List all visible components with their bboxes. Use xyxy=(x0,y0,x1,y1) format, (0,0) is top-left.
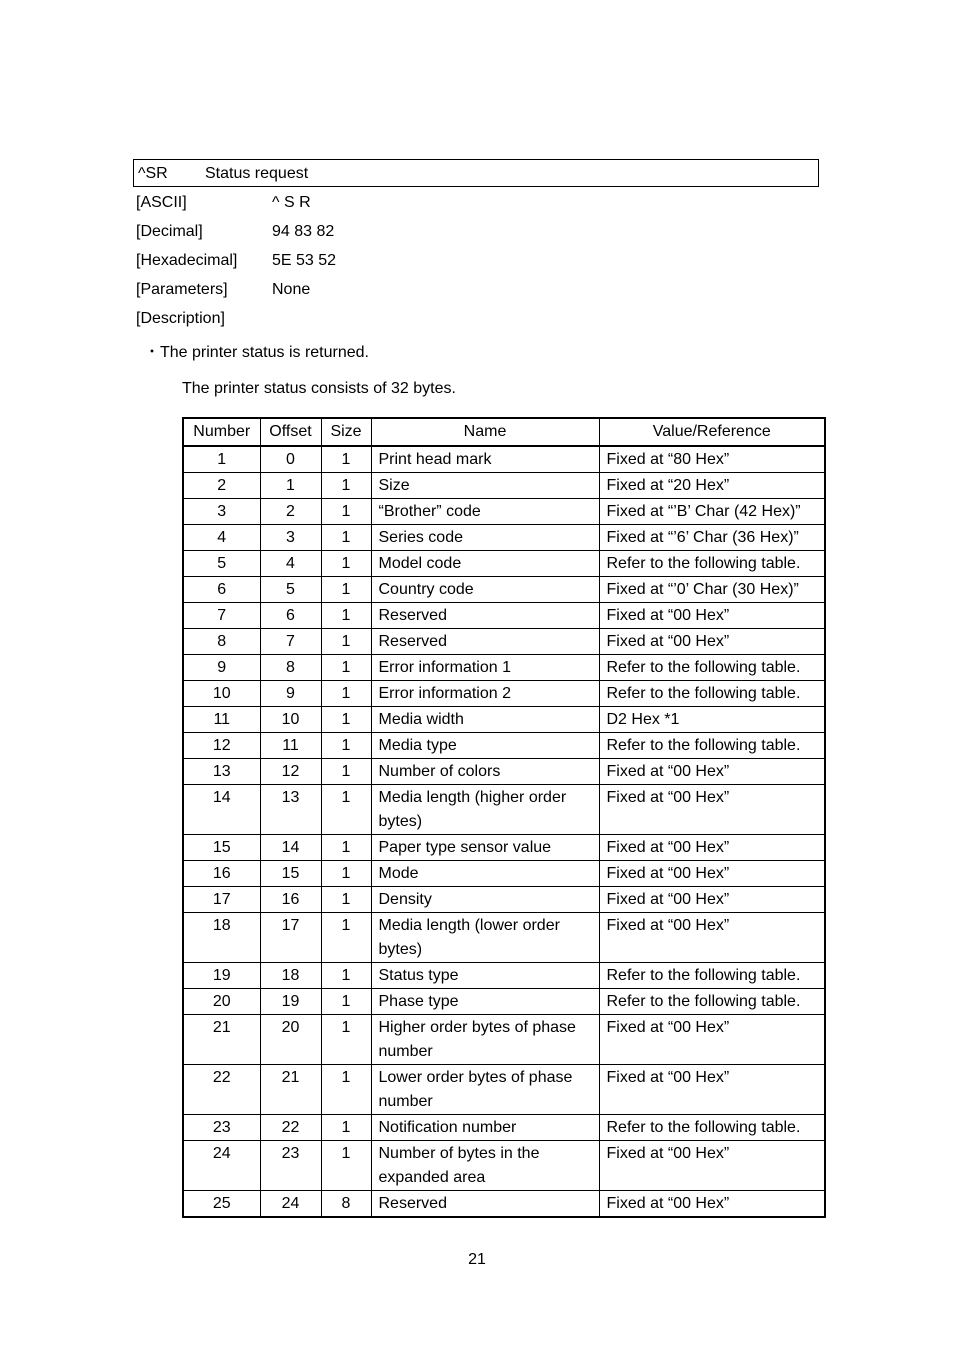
info-label: [Description] xyxy=(136,310,225,327)
column-header-offset: Offset xyxy=(260,418,321,446)
cell-value: Refer to the following table. xyxy=(599,681,825,707)
table-row xyxy=(183,835,825,861)
cell-name: Number of bytes in the expanded area xyxy=(371,1141,599,1191)
cell-offset: 16 xyxy=(260,887,321,913)
cell-offset: 4 xyxy=(260,551,321,577)
cell-size: 1 xyxy=(321,499,371,525)
column-header-number: Number xyxy=(183,418,260,446)
cell-number: 19 xyxy=(183,963,260,989)
cell-value: Refer to the following table. xyxy=(599,989,825,1015)
cell-value: Fixed at “’B’ Char (42 Hex)” xyxy=(599,499,825,525)
cell-offset: 8 xyxy=(260,655,321,681)
table-row xyxy=(183,681,825,707)
cell-size: 1 xyxy=(321,887,371,913)
cell-name: Reserved xyxy=(371,603,599,629)
cell-size: 1 xyxy=(321,577,371,603)
table-row xyxy=(183,1115,825,1141)
cell-offset: 23 xyxy=(260,1141,321,1191)
table-row xyxy=(183,525,825,551)
cell-size: 1 xyxy=(321,681,371,707)
column-header-value: Value/Reference xyxy=(599,418,825,446)
cell-value: Refer to the following table. xyxy=(599,551,825,577)
cell-offset: 13 xyxy=(260,785,321,835)
cell-name: Density xyxy=(371,887,599,913)
cell-name: Model code xyxy=(371,551,599,577)
info-value: None xyxy=(272,281,311,298)
cell-size: 1 xyxy=(321,551,371,577)
cell-size: 1 xyxy=(321,963,371,989)
info-label: [Hexadecimal] xyxy=(136,252,238,269)
status-table-body xyxy=(183,446,825,1217)
cell-name: “Brother” code xyxy=(371,499,599,525)
cell-name: Status type xyxy=(371,963,599,989)
cell-name: Country code xyxy=(371,577,599,603)
column-header-name: Name xyxy=(371,418,599,446)
cell-name: Media width xyxy=(371,707,599,733)
cell-number: 21 xyxy=(183,1015,260,1065)
status-table-header xyxy=(183,418,825,446)
table-row xyxy=(183,785,825,835)
cell-size: 1 xyxy=(321,1115,371,1141)
cell-name: Print head mark xyxy=(371,446,599,473)
table-row xyxy=(183,629,825,655)
cell-number: 12 xyxy=(183,733,260,759)
table-row xyxy=(183,989,825,1015)
cell-value: Refer to the following table. xyxy=(599,963,825,989)
cell-value: Fixed at “’0’ Char (30 Hex)” xyxy=(599,577,825,603)
cell-value: Fixed at “00 Hex” xyxy=(599,913,825,963)
cell-offset: 11 xyxy=(260,733,321,759)
cell-value: Fixed at “00 Hex” xyxy=(599,835,825,861)
cell-offset: 3 xyxy=(260,525,321,551)
cell-number: 13 xyxy=(183,759,260,785)
header-row xyxy=(183,418,825,446)
cell-number: 4 xyxy=(183,525,260,551)
table-row xyxy=(183,1015,825,1065)
cell-number: 3 xyxy=(183,499,260,525)
cell-name: Size xyxy=(371,473,599,499)
table-row xyxy=(183,887,825,913)
cell-name: Series code xyxy=(371,525,599,551)
cell-size: 1 xyxy=(321,655,371,681)
cell-name: Phase type xyxy=(371,989,599,1015)
cell-number: 20 xyxy=(183,989,260,1015)
cell-offset: 12 xyxy=(260,759,321,785)
cell-value: Fixed at “00 Hex” xyxy=(599,785,825,835)
page-number: 21 xyxy=(468,1251,486,1268)
cell-number: 5 xyxy=(183,551,260,577)
cell-offset: 18 xyxy=(260,963,321,989)
cell-offset: 6 xyxy=(260,603,321,629)
cell-offset: 7 xyxy=(260,629,321,655)
cell-size: 1 xyxy=(321,603,371,629)
cell-number: 7 xyxy=(183,603,260,629)
status-table xyxy=(182,417,826,1218)
table-row xyxy=(183,861,825,887)
cell-number: 1 xyxy=(183,446,260,473)
cell-offset: 10 xyxy=(260,707,321,733)
cell-offset: 2 xyxy=(260,499,321,525)
cell-size: 1 xyxy=(321,525,371,551)
cell-value: Fixed at “20 Hex” xyxy=(599,473,825,499)
description-intro: The printer status consists of 32 bytes. xyxy=(182,380,456,397)
table-row xyxy=(183,551,825,577)
cell-size: 1 xyxy=(321,629,371,655)
cell-size: 1 xyxy=(321,785,371,835)
table-row xyxy=(183,1065,825,1115)
command-header-box xyxy=(133,159,819,187)
table-row xyxy=(183,473,825,499)
cell-name: Paper type sensor value xyxy=(371,835,599,861)
cell-size: 1 xyxy=(321,733,371,759)
cell-value: D2 Hex *1 xyxy=(599,707,825,733)
cell-name: Media length (higher order bytes) xyxy=(371,785,599,835)
info-label: [ASCII] xyxy=(136,194,187,211)
cell-offset: 15 xyxy=(260,861,321,887)
cell-size: 1 xyxy=(321,1141,371,1191)
cell-offset: 20 xyxy=(260,1015,321,1065)
cell-number: 11 xyxy=(183,707,260,733)
cell-offset: 1 xyxy=(260,473,321,499)
cell-name: Media length (lower order bytes) xyxy=(371,913,599,963)
cell-value: Refer to the following table. xyxy=(599,733,825,759)
cell-number: 18 xyxy=(183,913,260,963)
cell-size: 1 xyxy=(321,1015,371,1065)
column-header-size: Size xyxy=(321,418,371,446)
cell-offset: 9 xyxy=(260,681,321,707)
description-bullet: ・The printer status is returned. xyxy=(144,344,369,361)
cell-value: Fixed at “00 Hex” xyxy=(599,603,825,629)
cell-offset: 17 xyxy=(260,913,321,963)
cell-size: 1 xyxy=(321,835,371,861)
cell-name: Higher order bytes of phase number xyxy=(371,1015,599,1065)
cell-size: 1 xyxy=(321,707,371,733)
cell-offset: 5 xyxy=(260,577,321,603)
command-title: Status request xyxy=(205,165,309,182)
cell-offset: 21 xyxy=(260,1065,321,1115)
cell-number: 16 xyxy=(183,861,260,887)
cell-name: Mode xyxy=(371,861,599,887)
cell-size: 1 xyxy=(321,861,371,887)
cell-number: 24 xyxy=(183,1141,260,1191)
table-row xyxy=(183,499,825,525)
cell-value: Refer to the following table. xyxy=(599,655,825,681)
cell-number: 22 xyxy=(183,1065,260,1115)
cell-offset: 0 xyxy=(260,446,321,473)
cell-name: Reserved xyxy=(371,1191,599,1218)
table-row xyxy=(183,759,825,785)
cell-number: 9 xyxy=(183,655,260,681)
cell-offset: 19 xyxy=(260,989,321,1015)
cell-name: Number of colors xyxy=(371,759,599,785)
cell-offset: 24 xyxy=(260,1191,321,1218)
cell-size: 1 xyxy=(321,446,371,473)
cell-value: Fixed at “00 Hex” xyxy=(599,629,825,655)
table-row xyxy=(183,655,825,681)
info-value: 94 83 82 xyxy=(272,223,335,240)
cell-name: Lower order bytes of phase number xyxy=(371,1065,599,1115)
cell-size: 1 xyxy=(321,1065,371,1115)
table-row xyxy=(183,963,825,989)
table-row xyxy=(183,733,825,759)
table-row xyxy=(183,1141,825,1191)
table-row xyxy=(183,577,825,603)
table-row xyxy=(183,603,825,629)
info-value: ^ S R xyxy=(272,194,311,211)
cell-value: Fixed at “00 Hex” xyxy=(599,1015,825,1065)
cell-value: Fixed at “00 Hex” xyxy=(599,861,825,887)
cell-value: Fixed at “’6’ Char (36 Hex)” xyxy=(599,525,825,551)
cell-number: 6 xyxy=(183,577,260,603)
cell-value: Fixed at “00 Hex” xyxy=(599,1191,825,1218)
cell-value: Fixed at “00 Hex” xyxy=(599,1141,825,1191)
cell-size: 1 xyxy=(321,989,371,1015)
cell-value: Refer to the following table. xyxy=(599,1115,825,1141)
cell-name: Media type xyxy=(371,733,599,759)
cell-name: Error information 2 xyxy=(371,681,599,707)
cell-value: Fixed at “80 Hex” xyxy=(599,446,825,473)
table-row xyxy=(183,1191,825,1218)
cell-number: 25 xyxy=(183,1191,260,1218)
cell-name: Notification number xyxy=(371,1115,599,1141)
cell-value: Fixed at “00 Hex” xyxy=(599,887,825,913)
table-row xyxy=(183,913,825,963)
command-code: ^SR xyxy=(138,165,168,182)
cell-number: 17 xyxy=(183,887,260,913)
table-row xyxy=(183,707,825,733)
cell-offset: 14 xyxy=(260,835,321,861)
cell-name: Error information 1 xyxy=(371,655,599,681)
cell-size: 1 xyxy=(321,759,371,785)
cell-number: 15 xyxy=(183,835,260,861)
cell-size: 1 xyxy=(321,913,371,963)
cell-value: Fixed at “00 Hex” xyxy=(599,759,825,785)
cell-offset: 22 xyxy=(260,1115,321,1141)
cell-number: 8 xyxy=(183,629,260,655)
cell-number: 10 xyxy=(183,681,260,707)
info-value: 5E 53 52 xyxy=(272,252,337,269)
cell-size: 8 xyxy=(321,1191,371,1218)
cell-number: 14 xyxy=(183,785,260,835)
cell-value: Fixed at “00 Hex” xyxy=(599,1065,825,1115)
cell-size: 1 xyxy=(321,473,371,499)
table-row xyxy=(183,446,825,473)
cell-number: 23 xyxy=(183,1115,260,1141)
info-label: [Decimal] xyxy=(136,223,203,240)
cell-name: Reserved xyxy=(371,629,599,655)
info-label: [Parameters] xyxy=(136,281,228,298)
cell-number: 2 xyxy=(183,473,260,499)
